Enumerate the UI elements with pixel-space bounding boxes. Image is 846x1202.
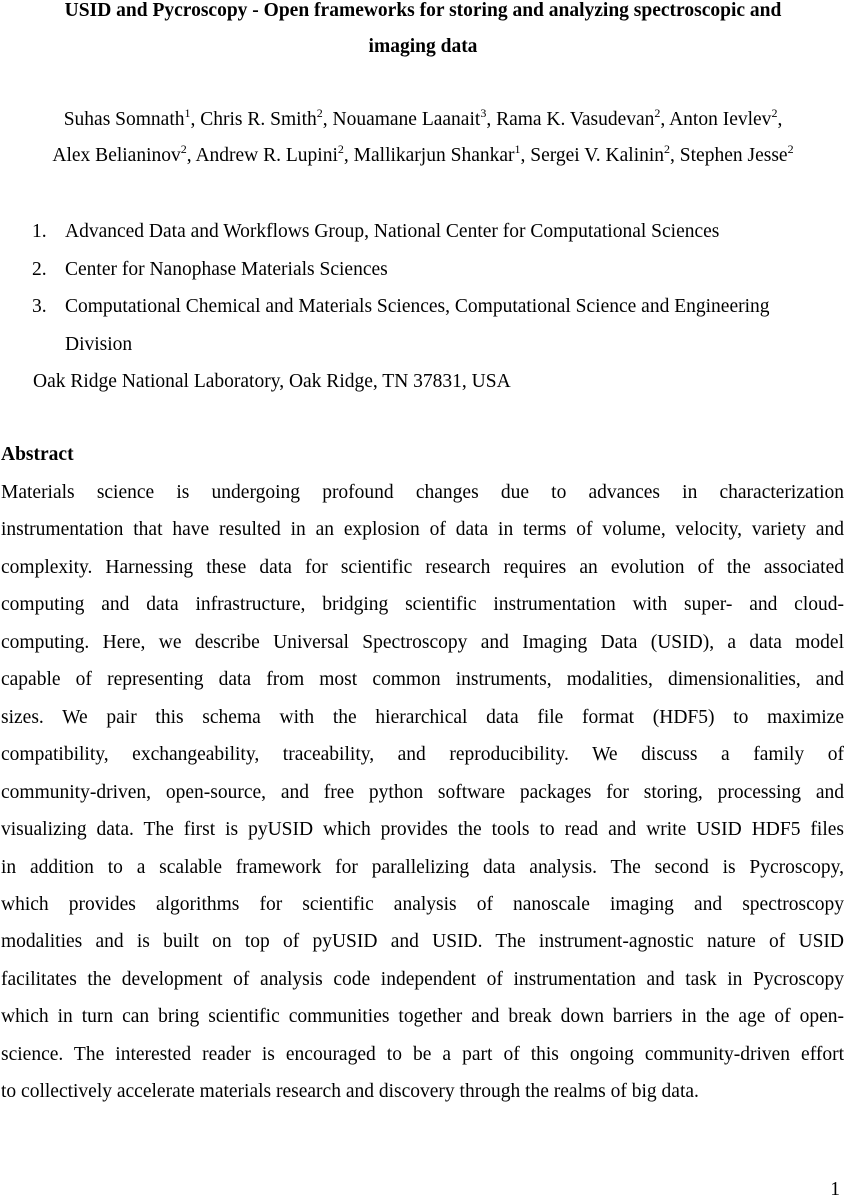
abstract-line: sizes. We pair this schema with the hierarchical data file format (HDF5) to maximize xyxy=(1,706,844,728)
abstract-line: computing. Here, we describe Universal Spectroscopy and Imaging Data (USID), a data model xyxy=(1,631,844,653)
abstract-line: modalities and is built on top of pyUSID and USID. The instrument-agnostic nature of USID xyxy=(1,931,844,953)
institution-location: Oak Ridge National Laboratory, Oak Ridge, TN 37831, USA xyxy=(33,371,511,392)
affiliation-number: 3. xyxy=(32,296,47,317)
abstract-line: complexity. Harnessing these data for scientific research requires an evolution of the associated xyxy=(1,556,844,578)
abstract-line: which in turn can bring scientific communities together and break down barriers in the age of open- xyxy=(1,1006,844,1028)
abstract-line: Materials science is undergoing profound changes due to advances in characterization xyxy=(1,482,844,503)
abstract-line: computing and data infrastructure, bridging scientific instrumentation with super- and cloud- xyxy=(1,594,844,616)
affiliation-number: 1. xyxy=(32,221,47,242)
title-line-1: USID and Pycroscopy - Open frameworks for storing and analyzing spectroscopic and xyxy=(64,0,782,21)
author-name: Stephen Jesse xyxy=(679,145,788,166)
author-affiliation-mark: 3 xyxy=(480,105,487,120)
abstract-line: community-driven, open-source, and free python software packages for storing, processing and xyxy=(1,781,844,803)
author-name: Rama K. Vasudevan xyxy=(496,109,655,130)
abstract-line: facilitates the development of analysis code independent of instrumentation and task in Pycroscopy xyxy=(1,968,844,990)
author-affiliation-mark: 2 xyxy=(337,141,344,156)
author-name: Sergei V. Kalinin xyxy=(530,145,665,166)
author-affiliation-mark: 2 xyxy=(180,141,187,156)
author-name: Suhas Somnath xyxy=(63,109,185,130)
author-affiliation-mark: 1 xyxy=(184,105,191,120)
affiliation-text: Advanced Data and Workflows Group, National Center for Computational Sciences xyxy=(65,221,720,242)
page-number: 1 xyxy=(830,1179,840,1200)
author-name: Alex Belianinov xyxy=(52,145,181,166)
abstract-line: capable of representing data from most common instruments, modalities, dimensionalities, and xyxy=(1,669,844,691)
author-line-2: Alex Belianinov$^2$, Andrew R. Lupini$^2$, Mallikarjun Shankar$^1$, Sergei V. Kalinin$^2$, Stephen Jesse$^2$ xyxy=(52,141,794,166)
author-name: Andrew R. Lupini xyxy=(195,145,338,166)
author-affiliation-mark: 2 xyxy=(654,105,661,120)
author-line-1: Suhas Somnath$^1$, Chris R. Smith$^2$, Nouamane Laanait$^3$, Rama K. Vasudevan$^2$, Anton Ievlev$^2$, xyxy=(63,105,783,130)
author-name: Mallikarjun Shankar xyxy=(353,145,515,166)
title-line-2: imaging data xyxy=(368,36,478,57)
author-affiliation-mark: 2 xyxy=(664,141,671,156)
abstract-line: to collectively accelerate materials research and discovery through the realms of big data. xyxy=(1,1081,699,1103)
author-name: Anton Ievlev xyxy=(669,109,772,130)
abstract-line: in addition to a scalable framework for parallelizing data analysis. The second is Pycroscopy, xyxy=(1,856,844,878)
abstract-body xyxy=(1,474,844,1111)
abstract-line: instrumentation that have resulted in an explosion of data in terms of volume, velocity, variety and xyxy=(1,519,844,541)
affiliation-number: 2. xyxy=(32,258,47,280)
author-name: Chris R. Smith xyxy=(200,109,317,130)
author-affiliation-mark: 2 xyxy=(771,105,778,120)
author-affiliation-mark: 1 xyxy=(514,141,521,156)
abstract-line: visualizing data. The first is pyUSID which provides the tools to read and write USID HDF5 files xyxy=(1,819,844,841)
abstract-line: science. The interested reader is encouraged to be a part of this ongoing community-driven effort xyxy=(1,1043,844,1065)
affiliation-text: Center for Nanophase Materials Sciences xyxy=(65,258,388,280)
abstract-line: compatibility, exchangeability, traceability, and reproducibility. We discuss a family of xyxy=(1,744,844,766)
affiliation-list xyxy=(0,213,846,401)
abstract-heading: Abstract xyxy=(1,444,74,465)
affiliation-text: Computational Chemical and Materials Sciences, Computational Science and Engineering xyxy=(65,296,770,317)
author-affiliation-mark: 2 xyxy=(316,105,323,120)
affiliation-item xyxy=(0,213,846,251)
abstract-line: which provides algorithms for scientific analysis of nanoscale imaging and spectroscopy xyxy=(1,893,844,915)
affiliation-item xyxy=(0,251,846,289)
affiliation-item xyxy=(0,288,846,363)
author-affiliation-mark: 2 xyxy=(787,141,794,156)
paper-title xyxy=(0,0,846,65)
author-name: Nouamane Laanait xyxy=(332,109,481,130)
author-list xyxy=(0,102,846,174)
affiliation-text-continued: Division xyxy=(65,333,133,355)
